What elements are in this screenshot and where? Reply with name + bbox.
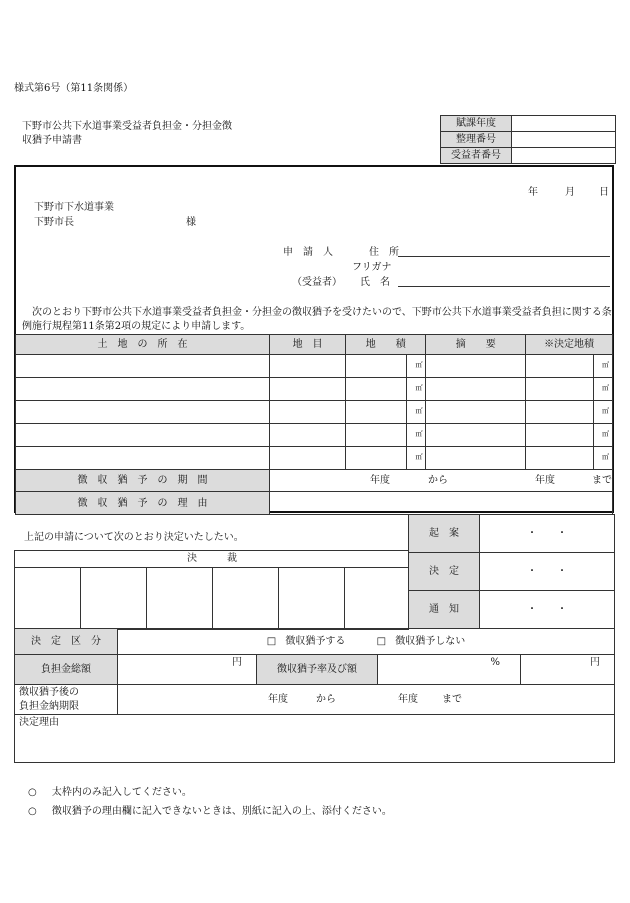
period-to: まで bbox=[592, 475, 613, 486]
approval-stamp-box[interactable] bbox=[15, 568, 81, 630]
deadline-label-line2: 負担金納期限 bbox=[19, 700, 79, 712]
land-row bbox=[16, 401, 613, 424]
decision-category-options bbox=[118, 629, 615, 655]
header-remarks: 摘 要 bbox=[426, 335, 526, 355]
deferral-rate-label: 徴収猶予率及び額 bbox=[257, 655, 378, 685]
approval-stamp-box[interactable] bbox=[345, 568, 409, 630]
land-location-cell[interactable] bbox=[16, 355, 270, 378]
approval-stamp-box[interactable] bbox=[81, 568, 147, 630]
step-draft-date[interactable]: ・ ・ bbox=[480, 515, 615, 553]
land-location-cell[interactable] bbox=[16, 447, 270, 470]
form-title-line2: 収猶予申請書 bbox=[22, 135, 82, 146]
admin-box bbox=[440, 115, 616, 164]
approval-stamp-box[interactable] bbox=[147, 568, 213, 630]
deadline-label bbox=[15, 685, 118, 715]
note-item bbox=[28, 783, 192, 798]
furigana-label: フリガナ bbox=[352, 262, 392, 273]
date-year-label: 年 bbox=[528, 187, 538, 198]
decision-reason-field[interactable] bbox=[15, 715, 615, 763]
land-location-cell[interactable] bbox=[16, 378, 270, 401]
land-row bbox=[16, 378, 613, 401]
land-category-cell[interactable] bbox=[270, 424, 346, 447]
decided-area-cell[interactable] bbox=[526, 401, 594, 424]
addressee-honorific: 様 bbox=[186, 217, 196, 228]
land-area-cell[interactable] bbox=[346, 355, 407, 378]
checkbox-no-defer[interactable]: □ bbox=[376, 636, 387, 647]
deadline-field[interactable] bbox=[118, 685, 615, 715]
area-unit: ㎡ bbox=[407, 401, 426, 424]
deferral-rate-unit: % bbox=[490, 657, 500, 668]
land-remarks-cell[interactable] bbox=[426, 401, 526, 424]
total-charge-unit: 円 bbox=[232, 657, 242, 668]
land-row bbox=[16, 355, 613, 378]
decision-category-label: 決 定 区 分 bbox=[15, 629, 118, 655]
form-title-line1: 下野市公共下水道事業受益者負担金・分担金徴 bbox=[22, 121, 232, 132]
deferral-period-row bbox=[16, 470, 613, 492]
deadline-from-year: 年度 bbox=[268, 694, 288, 705]
land-category-cell[interactable] bbox=[270, 447, 346, 470]
land-category-cell[interactable] bbox=[270, 378, 346, 401]
note-text: 徴収猶予の理由欄に記入できないときは、別紙に記入の上、添付ください。 bbox=[51, 806, 392, 817]
approval-label: 決 裁 bbox=[15, 551, 409, 568]
area-unit: ㎡ bbox=[407, 378, 426, 401]
deferral-amount-field[interactable] bbox=[521, 655, 615, 685]
decided-area-unit: ㎡ bbox=[593, 378, 612, 401]
decided-area-unit: ㎡ bbox=[593, 355, 612, 378]
period-from-year: 年度 bbox=[370, 475, 391, 486]
result-table bbox=[14, 628, 615, 763]
beneficiary-label: （受益者） bbox=[292, 277, 342, 288]
decided-area-unit: ㎡ bbox=[593, 401, 612, 424]
land-area-cell[interactable] bbox=[346, 378, 407, 401]
deferral-reason-field[interactable] bbox=[270, 492, 613, 515]
land-table-header bbox=[16, 335, 613, 355]
land-row bbox=[16, 447, 613, 470]
decision-intro: 上記の申請について次のとおり決定いたしたい。 bbox=[24, 532, 244, 543]
deferral-amount-unit: 円 bbox=[590, 657, 600, 668]
address-label: 住 所 bbox=[369, 247, 399, 258]
decided-area-unit: ㎡ bbox=[593, 447, 612, 470]
area-unit: ㎡ bbox=[407, 355, 426, 378]
approval-stamp-box[interactable] bbox=[213, 568, 279, 630]
land-remarks-cell[interactable] bbox=[426, 447, 526, 470]
decision-reason-label: 決定理由 bbox=[19, 717, 59, 728]
admin-field-reference-number[interactable] bbox=[512, 132, 616, 148]
applicant-label: 申 請 人 bbox=[283, 247, 333, 258]
decided-area-cell[interactable] bbox=[526, 447, 594, 470]
name-label: 氏 名 bbox=[360, 277, 390, 288]
note-text: 太枠内のみ記入してください。 bbox=[51, 787, 192, 798]
name-field[interactable] bbox=[398, 274, 610, 287]
total-charge-field[interactable] bbox=[118, 655, 257, 685]
header-area: 地 積 bbox=[346, 335, 426, 355]
step-notify-date[interactable]: ・ ・ bbox=[480, 591, 615, 629]
deferral-reason-row bbox=[16, 492, 613, 515]
note-bullet: ○ bbox=[28, 787, 37, 798]
form-number: 様式第6号（第11条関係） bbox=[14, 83, 134, 94]
deadline-from: から bbox=[316, 694, 336, 705]
deferral-rate-field[interactable] bbox=[378, 655, 521, 685]
land-area-cell[interactable] bbox=[346, 424, 407, 447]
addressee-line1: 下野市下水道事業 bbox=[34, 202, 114, 213]
deadline-label-line1: 徴収猶予後の bbox=[19, 686, 79, 698]
header-land-category: 地 目 bbox=[270, 335, 346, 355]
period-from: から bbox=[428, 475, 449, 486]
date-month-label: 月 bbox=[565, 187, 575, 198]
area-unit: ㎡ bbox=[407, 447, 426, 470]
land-table bbox=[15, 334, 613, 515]
address-field[interactable] bbox=[398, 244, 610, 257]
step-decision-label: 決 定 bbox=[409, 553, 480, 591]
step-draft-label: 起 案 bbox=[409, 515, 480, 553]
deadline-to-year: 年度 bbox=[398, 694, 418, 705]
decided-area-cell[interactable] bbox=[526, 378, 594, 401]
decided-area-unit: ㎡ bbox=[593, 424, 612, 447]
admin-label-tax-year: 賦課年度 bbox=[441, 116, 512, 132]
admin-field-beneficiary-number[interactable] bbox=[512, 148, 616, 164]
header-decided-area: ※決定地積 bbox=[526, 335, 613, 355]
land-row bbox=[16, 424, 613, 447]
land-remarks-cell[interactable] bbox=[426, 424, 526, 447]
deferral-period-field[interactable] bbox=[270, 470, 613, 492]
admin-label-beneficiary-number: 受益者番号 bbox=[441, 148, 512, 164]
option-no-defer-label: 徴収猶予しない bbox=[395, 636, 466, 647]
checkbox-defer[interactable]: □ bbox=[266, 636, 277, 647]
addressee-line2: 下野市長 bbox=[34, 217, 74, 228]
admin-label-reference-number: 整理番号 bbox=[441, 132, 512, 148]
land-area-cell[interactable] bbox=[346, 401, 407, 424]
land-remarks-cell[interactable] bbox=[426, 355, 526, 378]
land-remarks-cell[interactable] bbox=[426, 378, 526, 401]
header-location: 土 地 の 所 在 bbox=[16, 335, 270, 355]
admin-field-tax-year[interactable] bbox=[512, 116, 616, 132]
deferral-reason-label: 徴 収 猶 予 の 理 由 bbox=[16, 492, 270, 515]
land-category-cell[interactable] bbox=[270, 401, 346, 424]
note-bullet: ○ bbox=[28, 806, 37, 817]
process-steps-table bbox=[408, 514, 615, 629]
period-to-year: 年度 bbox=[535, 475, 556, 486]
decided-area-cell[interactable] bbox=[526, 424, 594, 447]
approval-stamp-box[interactable] bbox=[279, 568, 345, 630]
land-area-cell[interactable] bbox=[346, 447, 407, 470]
land-category-cell[interactable] bbox=[270, 355, 346, 378]
note-item bbox=[28, 802, 392, 817]
deadline-to: まで bbox=[442, 694, 462, 705]
area-unit: ㎡ bbox=[407, 424, 426, 447]
option-defer-label: 徴収猶予する bbox=[285, 636, 346, 647]
land-location-cell[interactable] bbox=[16, 424, 270, 447]
decided-area-cell[interactable] bbox=[526, 355, 594, 378]
application-statement: 次のとおり下野市公共下水道事業受益者負担金・分担金の徴収猶予を受けたいので、下野市公共下水道事業受益者負担に関する条例施行規程第11条第2項の規定により申請します。 bbox=[22, 307, 612, 332]
step-notify-label: 通 知 bbox=[409, 591, 480, 629]
deferral-period-label: 徴 収 猶 予 の 期 間 bbox=[16, 470, 270, 492]
land-location-cell[interactable] bbox=[16, 401, 270, 424]
step-decision-date[interactable]: ・ ・ bbox=[480, 553, 615, 591]
total-charge-label: 負担金総額 bbox=[15, 655, 118, 685]
approval-grid bbox=[14, 550, 409, 629]
date-day-label: 日 bbox=[599, 187, 609, 198]
